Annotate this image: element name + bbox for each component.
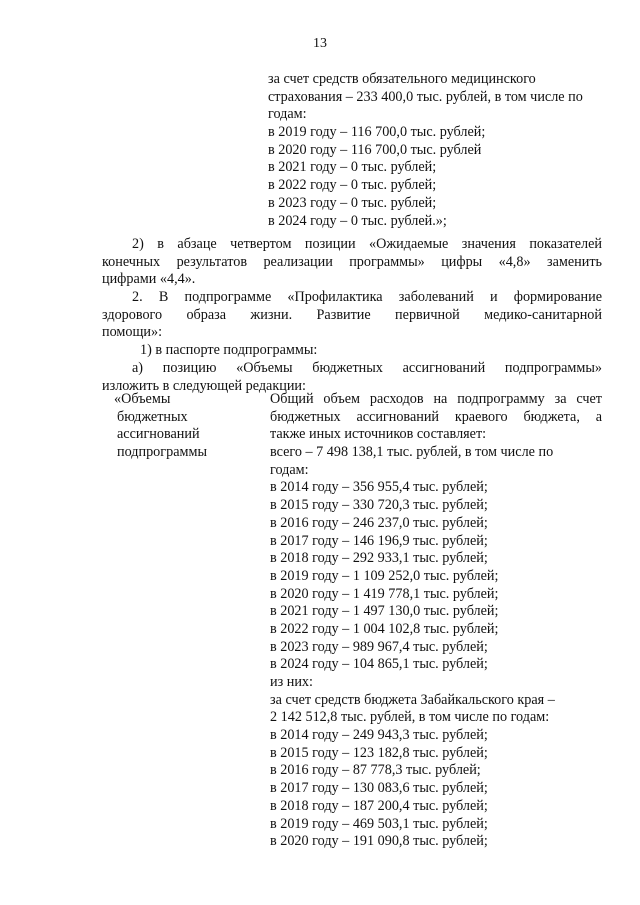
table-body-line: в 2023 году – 989 967,4 тыс. рублей;: [270, 638, 488, 655]
table-body-line: годам:: [270, 461, 309, 478]
table-body-line: в 2015 году – 330 720,3 тыс. рублей;: [270, 497, 488, 514]
amendments-line: 1) в паспорте подпрограммы:: [140, 342, 318, 359]
table-label-line: «Объемы: [114, 391, 171, 407]
table-position-content: [270, 391, 602, 851]
amendments-line: а) позицию «Объемы бюджетных ассигнований подпрограммы»: [132, 359, 602, 376]
table-body-line: в 2019 году – 1 109 252,0 тыс. рублей;: [270, 567, 499, 584]
table-body-line: в 2014 году – 249 943,3 тыс. рублей;: [270, 727, 488, 744]
table-body-line: в 2022 году – 1 004 102,8 тыс. рублей;: [270, 620, 499, 637]
table-body-line: также иных источников составляет:: [270, 426, 487, 443]
amendments-line: конечных результатов реализации программы» цифры «4,8» заменить: [102, 253, 602, 270]
table-body-line: в 2014 году – 356 955,4 тыс. рублей;: [270, 479, 488, 496]
amendments-line: здорового образа жизни. Развитие первичной медико-санитарной: [102, 306, 602, 323]
table-body-line: 2 142 512,8 тыс. рублей, в том числе по годам:: [270, 709, 550, 726]
table-body-line: в 2019 году – 469 503,1 тыс. рублей;: [270, 815, 488, 832]
amendment-paragraphs: [102, 236, 602, 395]
table-body-line: в 2020 году – 1 419 778,1 тыс. рублей;: [270, 585, 499, 602]
table-body-line: в 2018 году – 187 200,4 тыс. рублей;: [270, 797, 488, 814]
top-block-line: за счет средств обязательного медицинского: [268, 71, 536, 87]
table-body-line: в 2015 году – 123 182,8 тыс. рублей;: [270, 744, 488, 761]
top-block-line: годам:: [268, 106, 307, 123]
amendments-line: изложить в следующей редакции:: [102, 377, 306, 394]
top-block-line: в 2022 году – 0 тыс. рублей;: [268, 177, 437, 194]
top-block-line: в 2023 году – 0 тыс. рублей;: [268, 194, 437, 211]
amendments-line: помощи»:: [102, 324, 163, 341]
table-body-line: в 2016 году – 87 778,3 тыс. рублей;: [270, 762, 481, 779]
top-block-line: в 2020 году – 116 700,0 тыс. рублей: [268, 141, 482, 158]
table-body-line: бюджетных ассигнований краевого бюджета, а: [270, 408, 602, 425]
table-body-line: в 2016 году – 246 237,0 тыс. рублей;: [270, 514, 488, 531]
top-block-line: в 2024 году – 0 тыс. рублей.»;: [268, 212, 447, 229]
amendments-line: 2. В подпрограмме «Профилактика заболеваний и формирование: [132, 289, 602, 306]
table-body-line: из них:: [270, 674, 313, 690]
table-body-line: в 2024 году – 104 865,1 тыс. рублей;: [270, 656, 488, 673]
table-body-line: Общий объем расходов на подпрограмму за счет: [270, 391, 602, 407]
table-body-line: в 2020 году – 191 090,8 тыс. рублей;: [270, 833, 488, 850]
top-block-line: страхования – 233 400,0 тыс. рублей, в том числе по: [268, 88, 583, 105]
table-body-line: в 2017 году – 146 196,9 тыс. рублей;: [270, 532, 488, 549]
top-block-line: в 2019 году – 116 700,0 тыс. рублей;: [268, 124, 486, 141]
top-block-line: в 2021 году – 0 тыс. рублей;: [268, 159, 437, 176]
table-label-line: ассигнований: [117, 426, 200, 443]
amendments-line: цифрами «4,4».: [102, 271, 196, 288]
table-position-label: [114, 391, 207, 462]
funding-continuation-block: [268, 71, 583, 230]
page-number: 13: [313, 36, 327, 51]
table-label-line: подпрограммы: [117, 444, 207, 461]
table-label-line: бюджетных: [117, 408, 188, 425]
table-body-line: за счет средств бюджета Забайкальского края –: [270, 691, 555, 708]
table-body-line: в 2018 году – 292 933,1 тыс. рублей;: [270, 550, 488, 567]
table-body-line: всего – 7 498 138,1 тыс. рублей, в том числе по: [270, 444, 554, 461]
table-body-line: в 2017 году – 130 083,6 тыс. рублей;: [270, 780, 488, 797]
table-body-line: в 2021 году – 1 497 130,0 тыс. рублей;: [270, 603, 499, 620]
amendments-line: 2) в абзаце четвертом позиции «Ожидаемые значения показателей: [132, 236, 602, 252]
